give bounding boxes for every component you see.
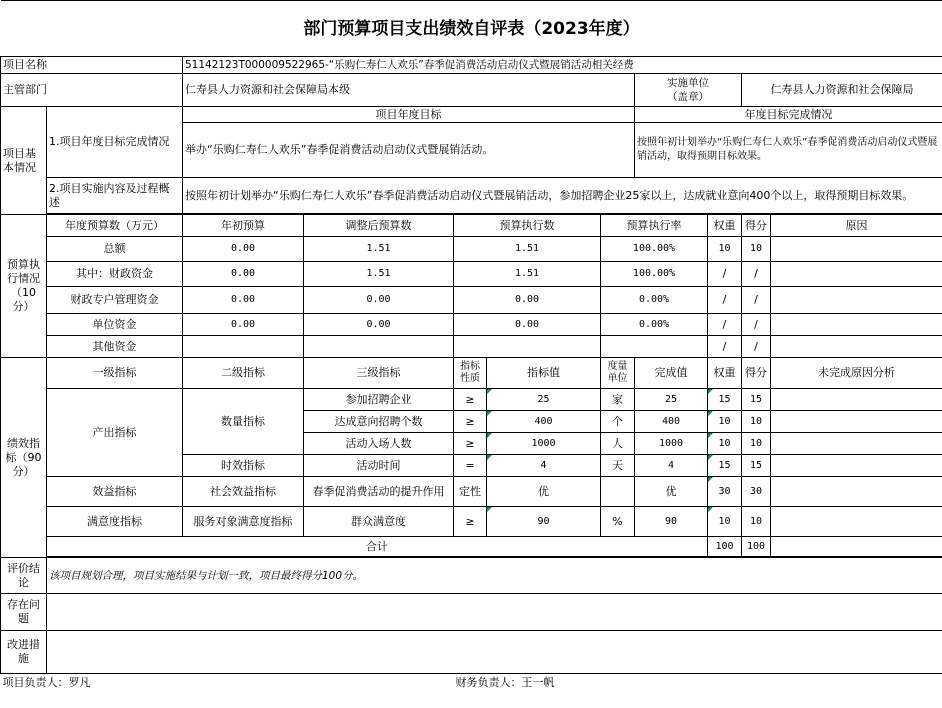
perf-header-l2: 二级指标 (183, 358, 304, 389)
budget-row-weight: 10 (708, 237, 742, 262)
budget-row (1, 314, 942, 336)
budget-header-rate: 预算执行率 (601, 215, 708, 237)
completion-header: 年度目标完成情况 (635, 107, 942, 123)
budget-row-reason (771, 237, 942, 262)
perf-row-weight: 30 (708, 477, 742, 507)
perf-row-weight: 15 (708, 389, 742, 411)
budget-row-initial: 0.00 (183, 314, 304, 336)
budget-row-name: 其中：财政资金 (47, 262, 183, 287)
budget-row-score: / (742, 336, 771, 358)
basic-section-label: 项目基本情况 (1, 107, 47, 215)
perf-row-unit (601, 477, 635, 507)
perf-row-unit: % (601, 507, 635, 537)
budget-section-label: 预算执行情况（10分） (1, 215, 47, 358)
perf-row-nature: ≥ (454, 507, 487, 537)
budget-row-reason (771, 314, 942, 336)
budget-row-score: / (742, 287, 771, 314)
total-label: 合计 (47, 537, 708, 557)
perf-row-score: 15 (742, 389, 771, 411)
budget-row-adjusted (304, 336, 454, 358)
budget-row-score: / (742, 262, 771, 287)
finance-lead: 财务负责人：王一帆 (454, 674, 942, 693)
budget-row-rate: 100.00% (601, 262, 708, 287)
perf-row-done: 25 (635, 389, 708, 411)
perf-row-l3: 活动入场人数 (304, 433, 454, 455)
perf-header-value: 指标值 (487, 358, 601, 389)
perf-row (1, 389, 942, 411)
budget-row-adjusted: 0.00 (304, 287, 454, 314)
perf-header-done: 完成值 (635, 358, 708, 389)
budget-row-name: 总额 (47, 237, 183, 262)
timeliness-indicator-label: 时效指标 (183, 455, 304, 477)
perf-row-done: 400 (635, 411, 708, 433)
budget-header-initial: 年初预算 (183, 215, 304, 237)
budget-header-score: 得分 (742, 215, 771, 237)
social-indicator-label: 社会效益指标 (183, 477, 304, 507)
dept-value: 仁寿县人力资源和社会保障局本级 (183, 74, 635, 107)
budget-row-executed (454, 336, 601, 358)
perf-section-label: 绩效指标（90分） (1, 358, 47, 558)
perf-row-score: 10 (742, 433, 771, 455)
budget-row-rate: 0.00% (601, 287, 708, 314)
budget-row-rate: 0.00% (601, 314, 708, 336)
perf-row-done: 4 (635, 455, 708, 477)
perf-row-unit: 家 (601, 389, 635, 411)
perf-row-value: 25 (487, 389, 601, 411)
perf-header-unit: 度量单位 (601, 358, 635, 389)
total-weight: 100 (708, 537, 742, 557)
service-indicator-label: 服务对象满意度指标 (183, 507, 304, 537)
perf-row-score: 30 (742, 477, 771, 507)
perf-header-score: 得分 (742, 358, 771, 389)
perf-row-l3: 活动时间 (304, 455, 454, 477)
perf-row-unit: 个 (601, 411, 635, 433)
budget-row-reason (771, 336, 942, 358)
budget-row (1, 287, 942, 314)
budget-row-name: 其他资金 (47, 336, 183, 358)
perf-row-value: 90 (487, 507, 601, 537)
perf-row-done: 90 (635, 507, 708, 537)
budget-row-executed: 0.00 (454, 287, 601, 314)
budget-row-executed: 1.51 (454, 237, 601, 262)
perf-row-l3: 参加招聘企业 (304, 389, 454, 411)
perf-row-score: 10 (742, 507, 771, 537)
total-score: 100 (742, 537, 771, 557)
measures-label: 改进措施 (1, 631, 47, 674)
perf-row-reason (771, 411, 942, 433)
perf-row-value: 400 (487, 411, 601, 433)
budget-row-initial: 0.00 (183, 262, 304, 287)
perf-header-reason: 未完成原因分析 (771, 358, 942, 389)
perf-row-weight: 10 (708, 411, 742, 433)
budget-row-reason (771, 287, 942, 314)
budget-row (1, 336, 942, 358)
budget-row-weight: / (708, 314, 742, 336)
budget-header-reason: 原因 (771, 215, 942, 237)
budget-row-executed: 0.00 (454, 314, 601, 336)
perf-row-unit: 人 (601, 433, 635, 455)
perf-row-l3: 达成意向招聘个数 (304, 411, 454, 433)
budget-row-name: 财政专户管理资金 (47, 287, 183, 314)
budget-row-score: / (742, 314, 771, 336)
perf-row-score: 10 (742, 411, 771, 433)
quantity-indicator-label: 数量指标 (183, 389, 304, 455)
measures-text (47, 631, 942, 674)
perf-row-nature: = (454, 455, 487, 477)
budget-row-score: 10 (742, 237, 771, 262)
perf-row-weight: 15 (708, 455, 742, 477)
budget-row-weight: / (708, 262, 742, 287)
perf-header-nature: 指标性质 (454, 358, 487, 389)
output-indicator-label: 产出指标 (47, 389, 183, 477)
row1-completion: 按照年初计划举办“乐购仁寿仁人欢乐”春季促消费活动启动仪式暨展销活动，取得预期目标效果。 (635, 123, 942, 178)
budget-row-weight: / (708, 336, 742, 358)
benefit-indicator-label: 效益指标 (47, 477, 183, 507)
budget-header-adjusted: 调整后预算数 (304, 215, 454, 237)
budget-row-rate: 100.00% (601, 237, 708, 262)
perf-header-weight: 权重 (708, 358, 742, 389)
perf-row-reason (771, 455, 942, 477)
perf-row-done: 1000 (635, 433, 708, 455)
budget-row-rate (601, 336, 708, 358)
page-title: 部门预算项目支出绩效自评表（2023年度） (1, 1, 942, 57)
perf-row-done: 优 (635, 477, 708, 507)
perf-row-value: 4 (487, 455, 601, 477)
perf-row-weight: 10 (708, 507, 742, 537)
impl-unit-label: 实施单位 （盖章） (635, 74, 742, 107)
dept-label: 主管部门 (1, 74, 183, 107)
project-name-value: 51142123T000009522965-“乐购仁寿仁人欢乐”春季促消费活动启动仪式暨展销活动相关经费 (183, 57, 942, 74)
budget-row-adjusted: 0.00 (304, 314, 454, 336)
basic-row1-label: 1.项目年度目标完成情况 (47, 107, 183, 178)
perf-row (1, 507, 942, 537)
budget-header-name: 年度预算数（万元） (47, 215, 183, 237)
project-name-label: 项目名称 (1, 57, 183, 74)
perf-row-nature: ≥ (454, 389, 487, 411)
perf-header-l1: 一级指标 (47, 358, 183, 389)
perf-row-weight: 10 (708, 433, 742, 455)
perf-row-value: 1000 (487, 433, 601, 455)
perf-row-value: 优 (487, 477, 601, 507)
budget-row-weight: / (708, 287, 742, 314)
basic-row2-label: 2.项目实施内容及过程概述 (47, 178, 183, 214)
budget-header-weight: 权重 (708, 215, 742, 237)
budget-row-adjusted: 1.51 (304, 237, 454, 262)
perf-row-l3: 春季促消费活动的提升作用 (304, 477, 454, 507)
budget-row (1, 237, 942, 262)
budget-row-name: 单位资金 (47, 314, 183, 336)
budget-row-executed: 1.51 (454, 262, 601, 287)
budget-header-executed: 预算执行数 (454, 215, 601, 237)
satisfaction-indicator-label: 满意度指标 (47, 507, 183, 537)
perf-row-reason (771, 433, 942, 455)
perf-row-nature: ≥ (454, 411, 487, 433)
budget-row-adjusted: 1.51 (304, 262, 454, 287)
perf-row (1, 477, 942, 507)
perf-row-reason (771, 477, 942, 507)
perf-row-nature: ≥ (454, 433, 487, 455)
perf-row-score: 15 (742, 455, 771, 477)
perf-row-l3: 群众满意度 (304, 507, 454, 537)
perf-row-unit: 天 (601, 455, 635, 477)
issues-label: 存在问题 (1, 594, 47, 631)
budget-row-initial: 0.00 (183, 237, 304, 262)
impl-unit-value: 仁寿县人力资源和社会保障局 (742, 74, 942, 107)
budget-row (1, 262, 942, 287)
budget-row-initial (183, 336, 304, 358)
perf-row-nature: 定性 (454, 477, 487, 507)
budget-row-reason (771, 262, 942, 287)
row1-target: 举办“乐购仁寿仁人欢乐”春季促消费活动启动仪式暨展销活动。 (183, 123, 635, 178)
issues-text (47, 594, 942, 631)
perf-header-l3: 三级指标 (304, 358, 454, 389)
perf-row-reason (771, 507, 942, 537)
perf-row-reason (771, 389, 942, 411)
evaluation-text: 该项目规划合理，项目实施结果与计划一致，项目最终得分100分。 (47, 558, 942, 594)
budget-row-initial: 0.00 (183, 287, 304, 314)
target-header: 项目年度目标 (183, 107, 635, 123)
evaluation-label: 评价结论 (1, 558, 47, 594)
row2-text: 按照年初计划举办“乐购仁寿仁人欢乐”春季促消费活动启动仪式暨展销活动，参加招聘企业25家以上，达成就业意向400个以上，取得预期目标效果。 (183, 178, 942, 214)
total-row (1, 537, 942, 557)
project-lead: 项目负责人：罗凡 (1, 674, 454, 693)
